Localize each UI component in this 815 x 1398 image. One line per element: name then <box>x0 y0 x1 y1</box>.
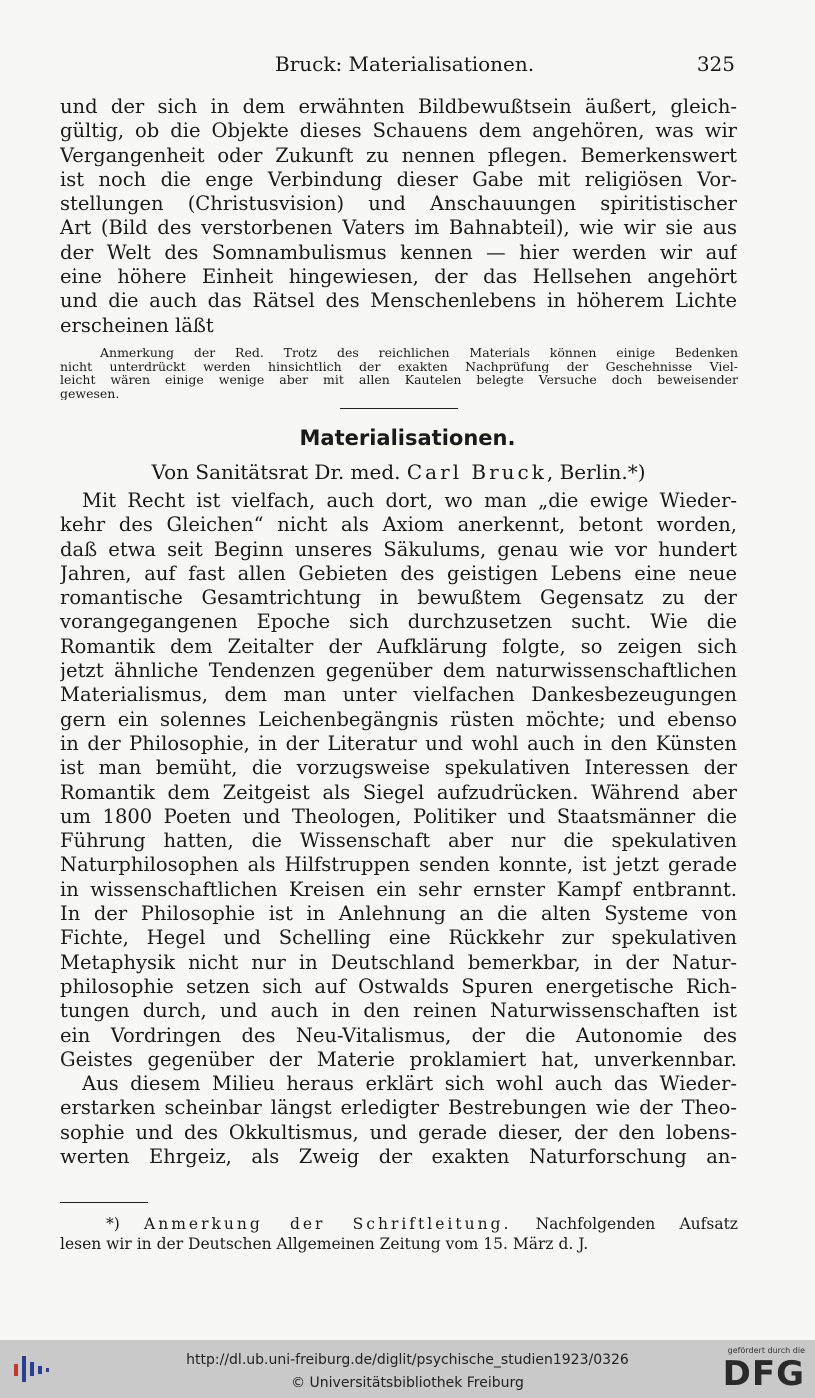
editorial-note <box>60 346 738 400</box>
text-line: Vergangenheit oder Zukunft zu nennen pflegen. Bemerkenswert <box>60 143 737 167</box>
footnote-divider <box>60 1202 148 1203</box>
text-line: in wissenschaftlichen Kreisen ein sehr ernster Kampf entbrannt. <box>60 877 737 901</box>
text-line: vorangegangenen Epoche sich durchzusetzen sucht. Wie die <box>60 610 737 634</box>
footnote-text: Nachfolgenden Aufsatz <box>535 1215 738 1233</box>
text-line: und der sich in dem erwähnten Bildbewußtsein äußert, gleich- <box>60 95 737 118</box>
text-line: Romantik dem Zeitgeist als Siegel aufzudrücken. Während aber <box>60 780 737 804</box>
footnote-line: lesen wir in der Deutschen Allgemeinen Zeitung vom 15. März d. J. <box>60 1235 589 1253</box>
dfg-tagline: gefördert durch die <box>727 1346 805 1355</box>
article-byline <box>60 460 737 484</box>
text-line: stellungen (Christusvision) und Anschauungen spiritistischer <box>60 192 737 216</box>
text-line: gern ein solennes Leichenbegängnis rüsten möchte; und ebenso <box>60 707 737 731</box>
text-line: Naturphilosophen als Hilfstruppen senden konnte, ist jetzt gerade <box>60 853 737 877</box>
text-line: ist noch die enge Verbindung dieser Gabe mit religiösen Vor- <box>60 167 737 191</box>
running-header <box>60 52 737 86</box>
text-line: Fichte, Hegel und Schelling eine Rückkehr zur spekulativen <box>60 926 737 950</box>
article-body <box>60 489 737 1169</box>
text-line: jetzt ähnliche Tendenzen gegenüber dem naturwissenschaftlichen <box>60 659 737 683</box>
byline-prefix: Von Sanitätsrat Dr. med. <box>151 460 401 484</box>
text-line: daß etwa seit Beginn unseres Säkulums, genau wie vor hundert <box>60 537 737 561</box>
byline-suffix: , Berlin.*) <box>546 460 646 484</box>
note-line: gewesen. <box>60 386 120 400</box>
text-line: Art (Bild des verstorbenen Vaters im Bahnabteil), wie wir sie aus <box>60 216 737 240</box>
text-line: Materialismus, dem man unter vielfachen Dankesbezeugungen <box>60 683 737 707</box>
text-line: der Welt des Somnambulismus kennen — hier werden wir auf <box>60 240 737 264</box>
running-title: Bruck: Materialisationen. <box>275 52 535 76</box>
text-line: kehr des Gleichen“ nicht als Axiom anerkennt, betont worden, <box>60 513 737 537</box>
text-line: um 1800 Poeten und Theologen, Politiker und Staatsmänner die <box>60 804 737 828</box>
text-line: sophie und des Okkultismus, und gerade dieser, der den lobens- <box>60 1120 737 1144</box>
text-line: Geistes gegenüber der Materie proklamiert hat, unverkennbar. <box>60 1047 737 1071</box>
byline-author: Carl Bruck <box>406 460 547 484</box>
text-line: gültig, ob die Objekte dieses Schauens dem angehören, was wir <box>60 119 737 143</box>
text-line: und die auch das Rätsel des Menschenlebens in höherem Lichte <box>60 289 737 313</box>
permalink[interactable]: http://dl.ub.uni-freiburg.de/diglit/psychische_studien1923/0326 <box>186 1352 629 1368</box>
continued-paragraph <box>60 95 737 338</box>
viewer-footer <box>0 1340 815 1398</box>
text-line: Führung hatten, die Wissenschaft aber nur die spekulativen <box>60 829 737 853</box>
article-title: Materialisationen. <box>299 426 516 450</box>
text-line: in der Philosophie, in der Literatur und wohl auch in den Künsten <box>60 731 737 755</box>
text-line: Aus diesem Milieu heraus erklärt sich wohl auch das Wieder- <box>82 1072 737 1096</box>
text-line: romantische Gesamtrichtung in bewußtem Gegensatz zu der <box>60 586 737 610</box>
text-line: erscheinen läßt <box>60 313 214 337</box>
page-number: 325 <box>696 52 735 76</box>
text-line: Romantik dem Zeitalter der Aufklärung folgte, so zeigen sich <box>60 634 737 658</box>
note-line: nicht unterdrückt werden hinsichtlich der exakten Nachprüfung der Geschehnisse Viel- <box>60 359 738 373</box>
note-line: leicht wären einige wenige aber mit allen Kautelen belegte Versuche doch beweisender <box>60 373 738 387</box>
copyright-notice: © Universitätsbibliothek Freiburg <box>291 1375 524 1391</box>
footnote <box>60 1214 738 1254</box>
text-line: Jahren, auf fast allen Gebieten des geistigen Lebens eine neue <box>60 561 737 585</box>
text-line: philosophie setzen sich auf Ostwalds Spuren energetische Rich- <box>60 974 737 998</box>
dfg-logo <box>717 1346 805 1394</box>
section-divider <box>340 408 458 409</box>
text-line: ein Vordringen des Neu-Vitalismus, der die Autonomie des <box>60 1023 737 1047</box>
dfg-wordmark: DFG <box>722 1354 805 1394</box>
text-line: eine höhere Einheit hingewiesen, der das Hellsehen angehört <box>60 265 737 289</box>
text-line: ist man bemüht, die vorzugsweise spekulativen Interessen der <box>60 756 737 780</box>
note-line: Anmerkung der Red. Trotz des reichlichen Materials können einige Bedenken <box>100 346 738 360</box>
text-line: Metaphysik nicht nur in Deutschland bemerkbar, in der Natur- <box>60 950 737 974</box>
text-line: erstarken scheinbar längst erledigter Bestrebungen wie der Theo- <box>60 1096 737 1120</box>
text-line: tungen durch, und auch in den reinen Naturwissenschaften ist <box>60 999 737 1023</box>
text-line: In der Philosophie ist in Anlehnung an die alten Systeme von <box>60 902 737 926</box>
footnote-line <box>60 1214 738 1234</box>
text-line: werten Ehrgeiz, als Zweig der exakten Naturforschung an- <box>60 1145 737 1169</box>
footnote-label: Anmerkung der Schriftleitung. <box>144 1215 512 1233</box>
text-line: Mit Recht ist vielfach, auch dort, wo man „die ewige Wieder- <box>82 489 737 512</box>
footnote-marker: *) <box>106 1215 120 1233</box>
